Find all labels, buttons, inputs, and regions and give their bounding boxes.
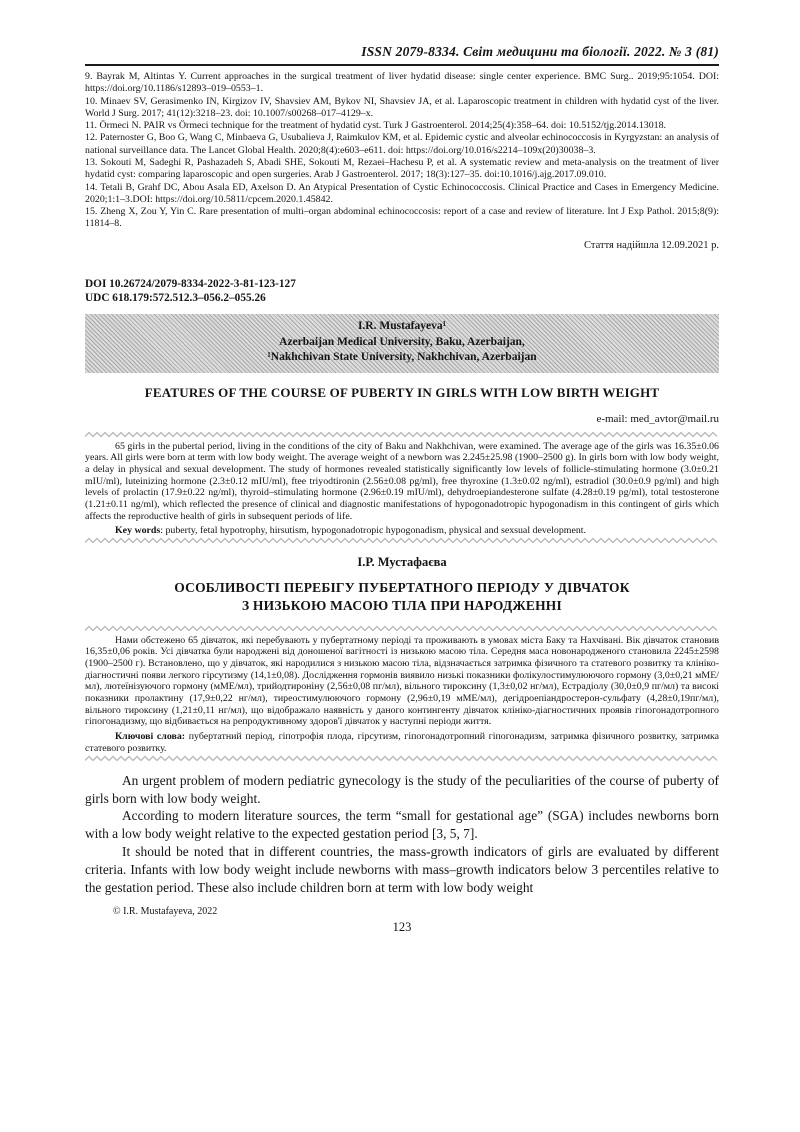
zigzag-divider xyxy=(85,431,719,438)
references-list xyxy=(85,71,719,231)
keywords-en-label: Key words xyxy=(115,525,161,537)
body-paragraph: It should be noted that in different countries, the mass-growth indicators of girls are evaluated by different criteria. Infants with low body weight include newborns with mass–growth indicators below 3 percentiles relative to the gestation period. These also include children born at term with low body weight xyxy=(85,844,719,896)
keywords-en-text: : puberty, fetal hypotrophy, hirsutism, hypogonadotropic hypogonadism, physical and sexsual development. xyxy=(160,525,587,537)
keywords-ua-label: Ключові слова: xyxy=(115,731,186,743)
affiliation-1: Azerbaijan Medical University, Baku, Azerbaijan, xyxy=(279,335,525,348)
author-email: e-mail: med_avtor@mail.ru xyxy=(596,412,719,425)
reference-item: 11. Örmeci N. PAIR vs Örmeci technique for the treatment of hydatid cyst. Turk J Gastroenterol. 2014;25(4):358–64. doi: 10.5152/tjg.2014.13018. xyxy=(85,120,666,132)
article-title-ua-line2: З НИЗЬКОЮ МАСОЮ ТІЛА ПРИ НАРОДЖЕННІ xyxy=(242,597,562,613)
affiliation-2: ¹Nakhchivan State University, Nakhchivan, Azerbaijan xyxy=(267,351,537,364)
abstract-en: 65 girls in the pubertal period, living in the conditions of the city of Baku and Nakhchivan, were examined. The average age of the girls was 16.35±0.06 years. All girls were born at term with low body weight. The average weight of a newborn was 2.245±25.98 (1900–2500 g). In girls born with low body weight, a delay in physical and sexual development. The study of hormones revealed statistically significantly low levels of follicle-stimulating hormone (3.0±0.21 mIU/ml), luteinizing hormone (2.3±0.12 mIU/ml), ftee triyodtironin (2.56±0.08 pg/ml), free thyroxine (1.3±0.02 ng/ml), estradiol (30.0±0.9 pg/ml) and high levels of prolactin (17.9±0.22 ng/ml), thyroid–stimulating hormone (2.96±0.19 mIU/ml), dehydroepiandesterone sulfate (4.28±0.19 pg/ml), total testosterone (1.21±0.11 ng/ml), which reflected the presence of clinical and diagnostic manifestations of hypogonadotropic hypogonadism in this contingent of girls which affects the reproductive health of girls in subsequent periods of life. xyxy=(85,440,719,522)
reference-item: 9. Bayrak M, Altintas Y. Current approaches in the surgical treatment of liver hydatid disease: single center experience. BMC Surg.. 2019;95:1054. DOI: https://doi.org/10.1186/s12893–019–0553–1. xyxy=(85,71,719,95)
zigzag-divider xyxy=(85,625,719,632)
reference-item: 10. Minaev SV, Gerasimenko IN, Kirgizov IV, Shavsiev AM, Bykov NI, Shavsiev JA, et al. Laparoscopic treatment in children with hydatid cyst of the liver. World J Surg. 2017; 41(12):3218–23. doi: 10.1007/s00268–017–4129–x. xyxy=(85,95,719,119)
author-name-en: I.R. Mustafayeva¹ xyxy=(357,320,447,332)
article-body xyxy=(85,772,719,898)
page-number: 123 xyxy=(392,920,412,935)
zigzag-divider xyxy=(85,755,719,762)
zigzag-divider xyxy=(85,537,719,544)
article-received-date: Стаття надійшла 12.09.2021 р. xyxy=(584,239,719,251)
article-title-en: FEATURES OF THE COURSE OF PUBERTY IN GIRLS WITH LOW BIRTH WEIGHT xyxy=(144,384,660,400)
abstract-ua: Нами обстежено 65 дівчаток, які перебувають у пубертатному періоді та проживають в умовах міста Баку та Нахчівані. Вік дівчаток становив 16,35±0,06 років. Усі дівчатка були народжені від доношеної вагітності із низькою масою тіла. Середня маса новонародженого становила 2245±2598 (1900–2500 г). Встановлено, що у дівчаток, які народилися з низькою масою тіла, відзначається затримка фізичного та статевого розвитку та клініко-діагностичні появи легкого гірсутизму (14,1±0,08). Дослідження гормонів виявило низькі показники фолікулостимулюючого гормону (3,0±0,21 мМЕ/мл), лютеїнізуючого гормону (мМЕ/мл), трийодтироніну (2,56±0,08 пг/мл), вільного тироксину (1,3±0,02 нг/мл), Естрадіолу (30,0±0,9 пг/мл) та високі показники пролактину (17,9±0,22 нг/мл), тиреостимулюючого гормону (2,96±0,19 мМЕ/мл), дегідроепіандростерон-сульфату (4,28±0,19пг/мл), вільного тироксину (1,21±0,11 нг/мл), що відображало наявність у даного контингенту дівчаток клініко-діагностичних проявів гіпогонадотропного гіпогонадизму, що відбивається на репродуктивному здоров'ї дівчаток у наступні періоди життя. xyxy=(85,634,719,728)
keywords-en xyxy=(85,525,719,537)
article-title-ua-line1: ОСОБЛИВОСТІ ПЕРЕБІГУ ПУБЕРТАТНОГО ПЕРІОДУ У ДІВЧАТОК xyxy=(174,580,630,596)
copyright-line: © I.R. Mustafayeva, 2022 xyxy=(113,906,218,918)
article-title-ua xyxy=(85,579,719,615)
reference-item: 13. Sokouti M, Sadeghi R, Pashazadeh S, Abadi SHE, Sokouti M, Rezaei–Hachesu P, et al. A systematic review and meta-analysis on the treatment of liver hydatid cyst: comparing laparoscopic and open surgeries. Arab J Gastroenterol. 2017; 18(3):127–35. doi:10.1016/j.ajg.2017.09.010. xyxy=(85,156,719,181)
reference-item: 14. Tetali B, Grahf DC, Abou Asala ED, Axelson D. An Atypical Presentation of Cystic Echinococcosis. Clinical Practice and Cases in Emergency Medicine. 2020;1:1–3.DOI: https://doi.org/10.5811/cpcem.2020.1.45842. xyxy=(85,181,719,205)
doi-line: DOI 10.26724/2079-8334-2022-3-81-123-127 xyxy=(85,277,296,290)
udc-line: UDC 618.179:572.512.3–056.2–055.26 xyxy=(85,292,266,305)
body-paragraph: According to modern literature sources, the term “small for gestational age” (SGA) includes newborns born with a low body weight relative to the expected gestation period [3, 5, 7]. xyxy=(85,808,719,842)
author-name-ua: І.Р. Мустафаєва xyxy=(357,555,447,570)
authors-affiliation-banner xyxy=(85,314,719,373)
keywords-ua xyxy=(85,731,719,754)
journal-issn-header: ISSN 2079-8334. Світ медицини та біології. 2022. № 3 (81) xyxy=(85,44,719,66)
body-paragraph: An urgent problem of modern pediatric gynecology is the study of the peculiarities of the course of puberty of girls born with low body weight. xyxy=(85,772,719,806)
reference-item: 12. Paternoster G, Boo G, Wang C, Minbaeva G, Usubalieva J, Raimkulov KM, et al. Epidemic cystic and alveolar echinococcosis in Kyrgyzstan: an analysis of national surveillance data. The Lancet Global Health. 2020;8(4):e603–e611. doi: https://doi.org/10.016/s2214–109x(20)30038–3. xyxy=(85,132,719,156)
doi-udc-block xyxy=(85,277,719,306)
keywords-ua-text: пубертатний період, гіпотрофія плода, гірсутизм, гіпогонадотропний гіпогонадизм, затримка фізичного розвитку, затримка статевого розвитку. xyxy=(85,731,719,754)
reference-item: 15. Zheng X, Zou Y, Yin C. Rare presentation of multi–organ abdominal echinococcosis: report of a case and review of literature. Int J Exp Pathol. 2015;8(9): 11814–8. xyxy=(85,206,719,230)
